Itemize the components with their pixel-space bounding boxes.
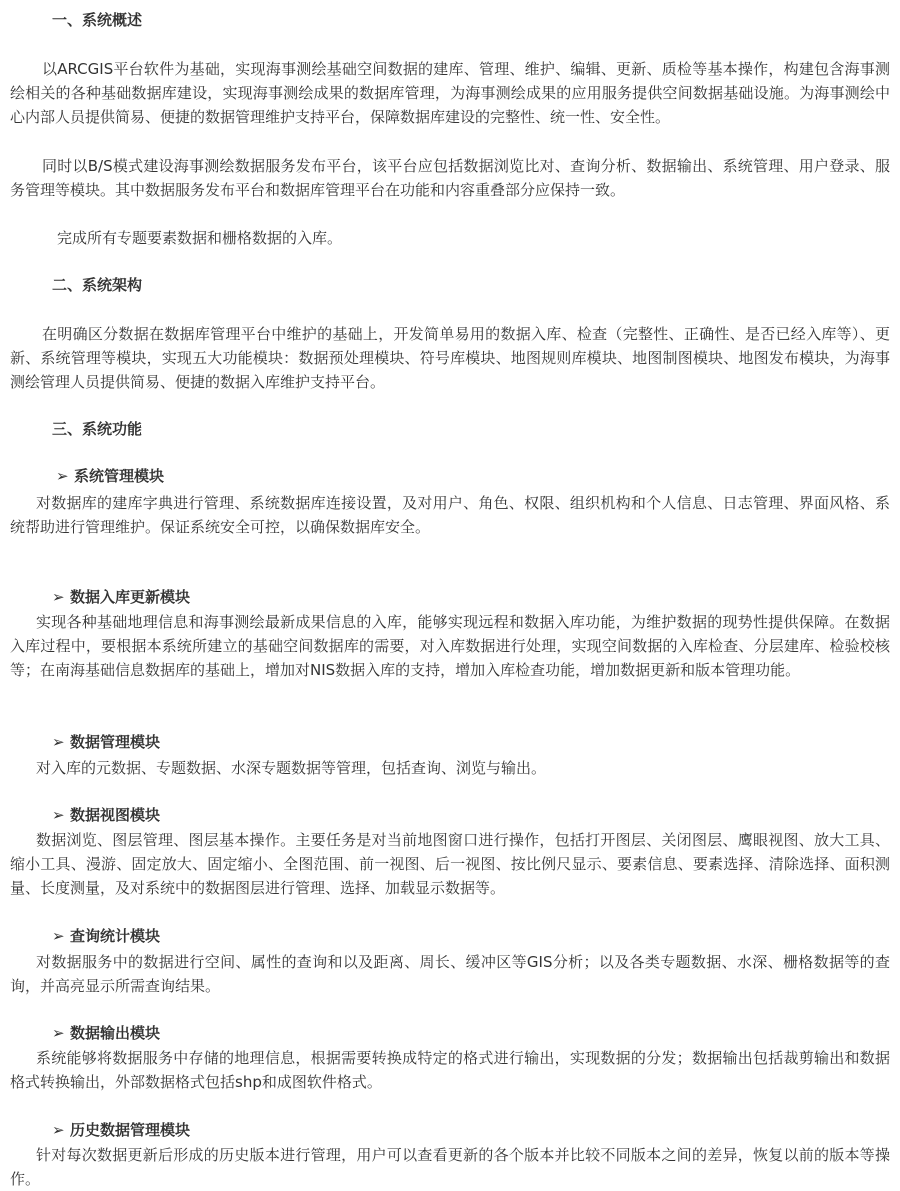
section-heading-functions: 三、系统功能 (52, 420, 143, 438)
architecture-paragraph: 在明确区分数据在数据库管理平台中维护的基础上，开发简单易用的数据入库、检查（完整性、正确性、是否已经入库等）、更新、系统管理等模块，实现五大功能模块：数据预处理模块、符号库模块、地图规则库模块、地图制图模块、地图发布模块，为海事测绘管理人员提供简易、便捷的数据入库维护支持平台。 (10, 325, 890, 391)
module-text-query-statistics: 对数据服务中的数据进行空间、属性的查询和以及距离、周长、缓冲区等GIS分析；以及各类专题数据、水深、栅格数据等的查询，并高亮显示所需查询结果。 (10, 953, 890, 995)
arrow-bullet-icon: ➢ (52, 1121, 65, 1139)
section-heading-architecture: 二、系统架构 (52, 276, 143, 294)
module-title: 数据视图模块 (70, 806, 161, 824)
module-title: 数据入库更新模块 (70, 588, 191, 606)
arrow-bullet-icon: ➢ (52, 588, 65, 606)
module-title: 历史数据管理模块 (70, 1121, 191, 1139)
module-text-data-management: 对入库的元数据、专题数据、水深专题数据等管理，包括查询、浏览与输出。 (36, 759, 547, 777)
module-heading-data-management (52, 731, 160, 753)
arrow-bullet-icon: ➢ (52, 1024, 65, 1042)
module-text-data-import-update: 实现各种基础地理信息和海事测绘最新成果信息的入库，能够实现远程和数据入库功能，为维护数据的现势性提供保障。在数据入库过程中，要根据本系统所建立的基础空间数据库的需要，对入库数据进行处理，实现空间数据的入库检查、分层建库、检验校核等；在南海基础信息数据库的基础上，增加对NIS数据入库的支持，增加入库检查功能，增加数据更新和版本管理功能。 (10, 613, 890, 679)
arrow-bullet-icon: ➢ (52, 927, 65, 945)
module-title: 查询统计模块 (70, 927, 161, 945)
module-heading-data-import-update (52, 586, 190, 608)
module-heading-data-output (52, 1022, 160, 1044)
module-title: 系统管理模块 (74, 467, 165, 485)
overview-paragraph-3: 完成所有专题要素数据和栅格数据的入库。 (57, 229, 343, 247)
arrow-bullet-icon: ➢ (56, 467, 69, 485)
module-heading-history-data (52, 1119, 190, 1141)
module-title: 数据输出模块 (70, 1024, 161, 1042)
overview-paragraph-2: 同时以B/S模式建设海事测绘数据服务发布平台，该平台应包括数据浏览比对、查询分析、数据输出、系统管理、用户登录、服务管理等模块。其中数据服务发布平台和数据库管理平台在功能和内容重叠部分应保持一致。 (10, 157, 890, 199)
arrow-bullet-icon: ➢ (52, 806, 65, 824)
section-heading-overview: 一、系统概述 (52, 11, 143, 29)
module-heading-data-view (52, 804, 160, 826)
overview-paragraph-1: 以ARCGIS平台软件为基础，实现海事测绘基础空间数据的建库、管理、维护、编辑、更新、质检等基本操作，构建包含海事测绘相关的各种基础数据库建设，实现海事测绘成果的数据库管理，为海事测绘成果的应用服务提供空间数据基础设施。为海事测绘中心内部人员提供简易、便捷的数据管理维护支持平台，保障数据库建设的完整性、统一性、安全性。 (10, 60, 890, 126)
module-title: 数据管理模块 (70, 733, 161, 751)
module-heading-query-statistics (52, 925, 160, 947)
module-heading-system-management (56, 465, 164, 487)
arrow-bullet-icon: ➢ (52, 733, 65, 751)
module-text-history-data: 针对每次数据更新后形成的历史版本进行管理，用户可以查看更新的各个版本并比较不同版本之间的差异，恢复以前的版本等操作。 (10, 1146, 890, 1188)
module-text-data-view: 数据浏览、图层管理、图层基本操作。主要任务是对当前地图窗口进行操作，包括打开图层、关闭图层、鹰眼视图、放大工具、缩小工具、漫游、固定放大、固定缩小、全图范围、前一视图、后一视图、按比例尺显示、要素信息、要素选择、清除选择、面积测量、长度测量，及对系统中的数据图层进行管理、选择、加载显示数据等。 (10, 831, 890, 897)
module-text-data-output: 系统能够将数据服务中存储的地理信息，根据需要转换成特定的格式进行输出，实现数据的分发；数据输出包括裁剪输出和数据格式转换输出，外部数据格式包括shp和成图软件格式。 (10, 1049, 890, 1091)
module-text-system-management: 对数据库的建库字典进行管理、系统数据库连接设置，及对用户、角色、权限、组织机构和个人信息、日志管理、界面风格、系统帮助进行管理维护。保证系统安全可控，以确保数据库安全。 (10, 494, 890, 536)
